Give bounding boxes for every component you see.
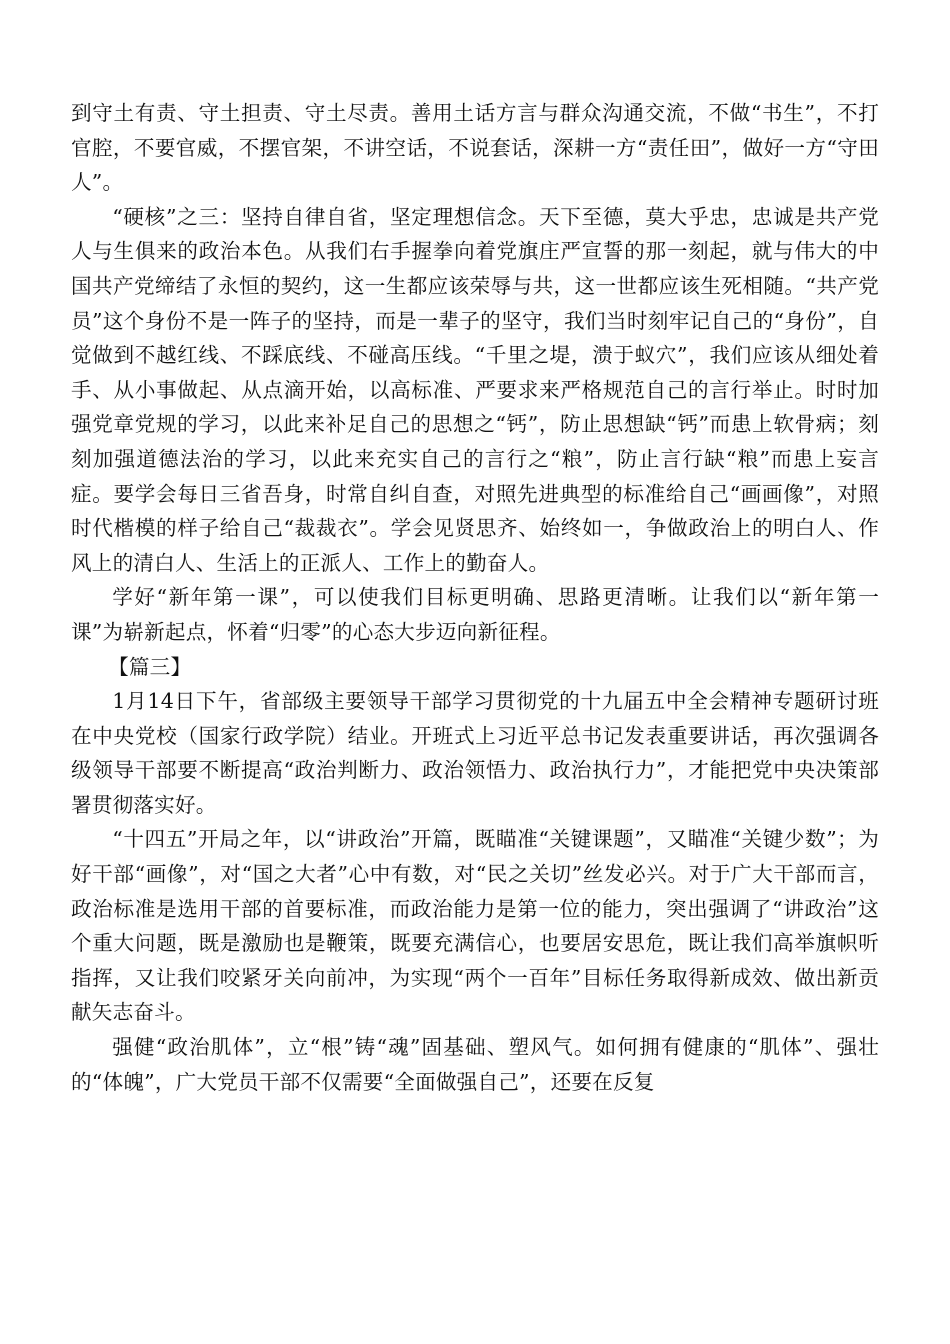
section-heading: 【篇三】: [108, 654, 192, 679]
paragraph-3: 学好“新年第一课”，可以使我们目标更明确、思路更清晰。让我们以“新年第一课”为崭新起点，怀着“归零”的心态大步迈向新征程。: [71, 585, 879, 644]
paragraph-5: “十四五”开局之年，以“讲政治”开篇，既瞄准“关键课题”，又瞄准“关键少数”；为好干部“画像”，对“国之大者”心中有数，对“民之关切”丝发必兴。对于广大干部而言，政治标准是选用干部的首要标准，而政治能力是第一位的能力，突出强调了“讲政治”这个重大问题，既是激励也是鞭策，既要充满信心，也要居安思危，既让我们高举旗帜听指挥，又让我们咬紧牙关向前冲，为实现“两个一百年”目标任务取得新成效、做出新贡献矢志奋斗。: [71, 827, 879, 1025]
paragraph-4: 1月14日下午，省部级主要领导干部学习贯彻党的十九届五中全会精神专题研讨班在中央党校（国家行政学院）结业。开班式上习近平总书记发表重要讲话，再次强调各级领导干部要不断提高“政治判断力、政治领悟力、政治执行力”，才能把党中央决策部署贯彻落实好。: [71, 689, 879, 817]
paragraph-1: 到守土有责、守土担责、守土尽责。善用土话方言与群众沟通交流，不做“书生”，不打官腔，不要官威，不摆官架，不讲空话，不说套话，深耕一方“责任田”，做好一方“守田人”。: [71, 101, 879, 195]
paragraph-6: 强健“政治肌体”，立“根”铸“魂”固基础、塑风气。如何拥有健康的“肌体”、强壮的“体魄”，广大党员干部不仅需要“全面做强自己”，还要在反复: [71, 1035, 879, 1094]
paragraph-2: “硬核”之三：坚持自律自省，坚定理想信念。天下至德，莫大乎忠，忠诚是共产党人与生俱来的政治本色。从我们右手握拳向着党旗庄严宣誓的那一刻起，就与伟大的中国共产党缔结了永恒的契约，这一生都应该荣辱与共，这一世都应该生死相随。“共产党员”这个身份不是一阵子的坚持，而是一辈子的坚守，我们当时刻牢记自己的“身份”，自觉做到不越红线、不踩底线、不碰高压线。“千里之堤，溃于蚁穴”，我们应该从细处着手、从小事做起、从点滴开始，以高标准、严要求来严格规范自己的言行举止。时时加强党章党规的学习，以此来补足自己的思想之“钙”，防止思想缺“钙”而患上软骨病；刻刻加强道德法治的学习，以此来充实自己的言行之“粮”，防止言行缺“粮”而患上妄言症。要学会每日三省吾身，时常自纠自查，对照先进典型的标准给自己“画画像”，对照时代楷模的样子给自己“裁裁衣”。学会见贤思齐、始终如一，争做政治上的明白人、作风上的清白人、生活上的正派人、工作上的勤奋人。: [71, 204, 879, 575]
